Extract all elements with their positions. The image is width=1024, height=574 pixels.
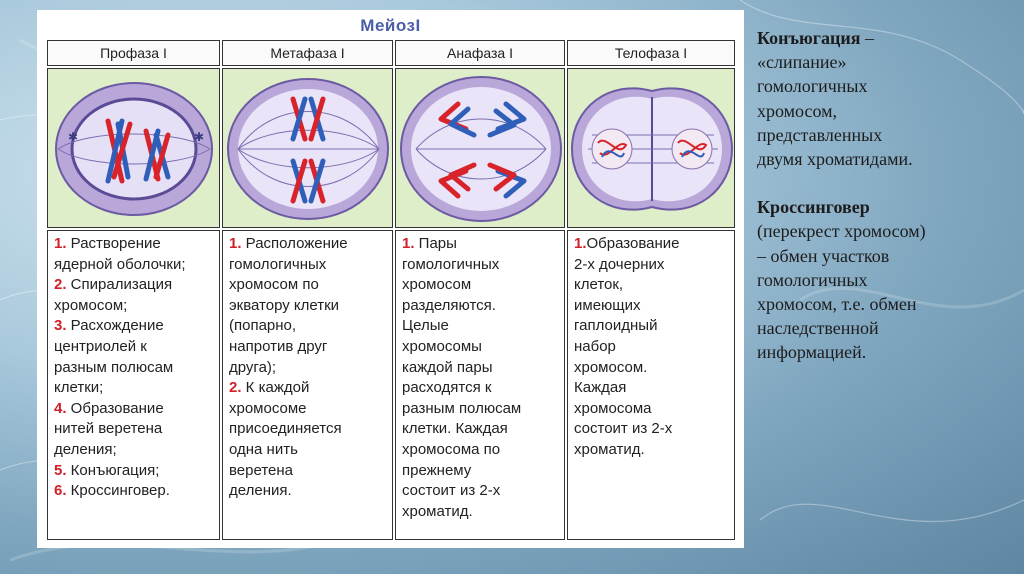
telophase-image — [567, 68, 735, 228]
telophase-description: 1.Образование 2-х дочерних клеток, имеющих гаплоидный набор хромосом. Каждая хромосома состоит из 2-х хроматид. — [567, 230, 735, 540]
definition-line: представленных — [757, 124, 883, 145]
metaphase-image — [222, 68, 393, 228]
definition-line: гомологичных — [757, 76, 868, 97]
header-anaphase: Анафаза I — [395, 40, 565, 66]
header-prophase: Профаза I — [47, 40, 220, 66]
diagram-title: МейозI — [360, 16, 421, 35]
definitions-panel: Конъюгация – «слипание» гомологичных хромосом, представленных двумя хроматидами. Кроссинговер (перекрест хромосом) – обмен участков гомологичных хромосом, т.е. обмен наследственной информацией. — [757, 26, 1019, 365]
phase-table — [47, 40, 735, 540]
term-crossingover: Кроссинговер — [757, 197, 870, 218]
definition-line: двумя хроматидами. — [757, 149, 913, 170]
meiosis-diagram — [37, 10, 744, 548]
prophase-description: 1. Растворение ядерной оболочки; 2. Спирализация хромосом; 3. Расхождение центриолей к разным полюсам клетки; 4. Образование нитей веретена деления; 5. Конъюгация; 6. Кроссинговер. — [47, 230, 220, 540]
definition-line: информацией. — [757, 342, 867, 363]
definition-line: хромосом, т.е. обмен — [757, 294, 917, 315]
metaphase-description: 1. Расположение гомологичных хромосом по экватору клетки (попарно, напротив друг друга); 2. К каждой хромосоме присоединяется одна нить веретена деления. — [222, 230, 393, 540]
anaphase-image — [395, 68, 565, 228]
definition-line: (перекрест хромосом) — [757, 221, 926, 242]
definition-line: – обмен участков — [757, 245, 890, 266]
term-conjugation: Конъюгация — [757, 28, 861, 48]
definition-line: гомологичных — [757, 269, 868, 290]
header-metaphase: Метафаза I — [222, 40, 393, 66]
svg-text:✱: ✱ — [194, 130, 205, 144]
definition-line: хромосом, — [757, 100, 838, 121]
definition-line: «слипание» — [757, 52, 847, 73]
anaphase-description: 1. Пары гомологичных хромосом разделяются. Целые хромосомы каждой пары расходятся к разным полюсам клетки. Каждая хромосома по прежнему состоит из 2-х хроматид. — [395, 230, 565, 540]
header-telophase: Телофаза I — [567, 40, 735, 66]
prophase-image — [47, 68, 220, 228]
definition-line: наследственной — [757, 318, 879, 339]
svg-text:✱: ✱ — [68, 130, 79, 144]
